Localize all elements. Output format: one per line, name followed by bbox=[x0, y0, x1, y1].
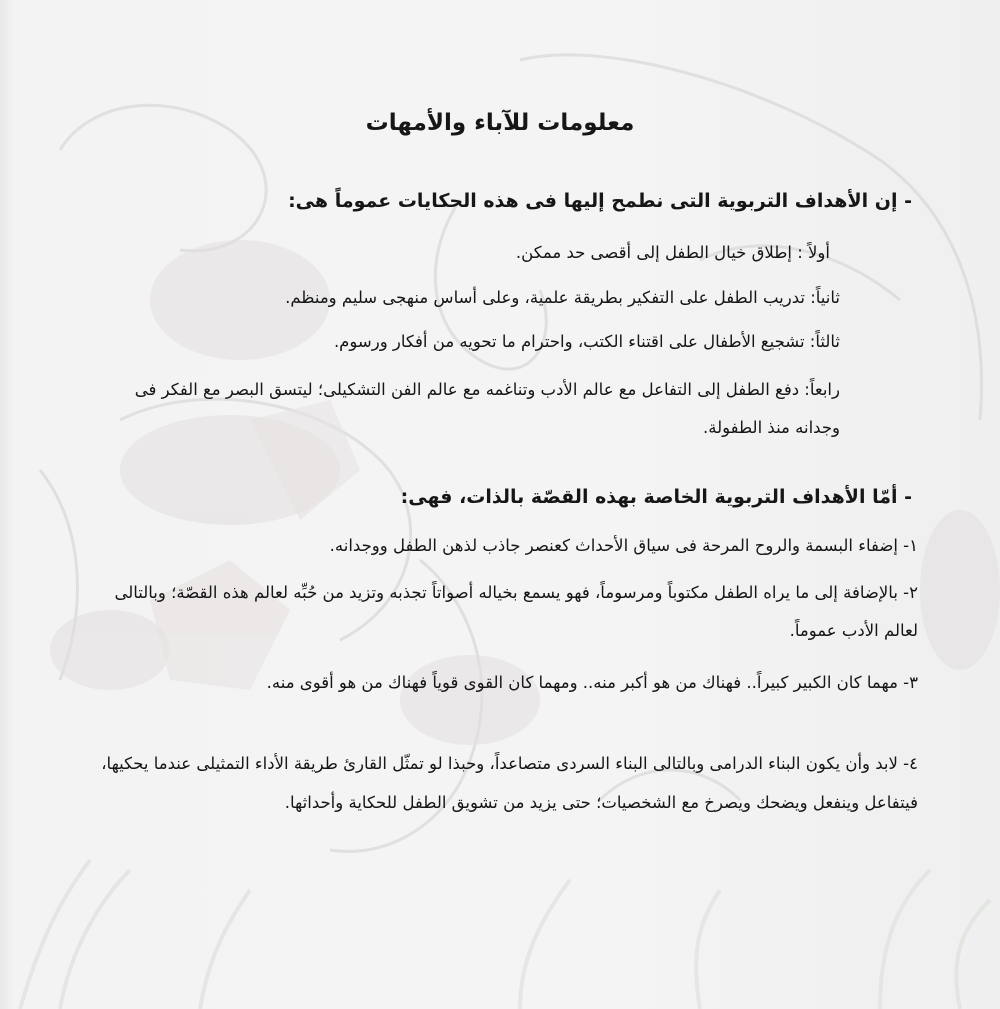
story-goal-item: ٣- مهما كان الكبير كبيراً.. فهناك من هو أكبر منه.. ومهما كان القوى قوياً فهناك من هو أقوى منه. bbox=[266, 673, 918, 692]
goal-item: رابعاً: دفع الطفل إلى التفاعل مع عالم الأدب وتناغمه مع عالم الفن التشكيلى؛ ليتسق البصر مع الفكر فى وجدانه منذ الطفولة. bbox=[134, 380, 840, 437]
story-goals-heading: - أمّا الأهداف التربوية الخاصة بهذه القصّة بالذات، فهى: bbox=[400, 486, 912, 508]
parents-info-content bbox=[80, 100, 920, 880]
story-goal-item: ٤- لابد وأن يكون البناء الدرامى وبالتالى البناء السردى متصاعداً، وحبذا لو تمثّل القارئ طريقة الأداء التمثيلى عندما يحكيها، فيتفاعل وينفعل ويضحك ويصرخ مع الشخصيات؛ حتى يزيد من تشويق الطفل للحكاية وأحداثها. bbox=[101, 754, 918, 812]
goal-item: أولاً : إطلاق خيال الطفل إلى أقصى حد ممكن. bbox=[515, 243, 830, 262]
general-goals-heading: - إن الأهداف التربوية التى نطمح إليها فى هذه الحكايات عموماً هى: bbox=[288, 190, 912, 212]
goal-item: ثالثاً: تشجيع الأطفال على اقتناء الكتب، واحترام ما تحويه من أفكار ورسوم. bbox=[333, 332, 840, 351]
story-goal-item: ٢- بالإضافة إلى ما يراه الطفل مكتوباً ومرسوماً، فهو يسمع بخياله أصواتاً تجذبه وتزيد من حُبِّه لعالم هذه القصّة؛ وبالتالى لعالم الأدب عموماً. bbox=[114, 583, 918, 640]
goal-item: ثانياً: تدريب الطفل على التفكير بطريقة علمية، وعلى أساس منهجى سليم ومنظم. bbox=[285, 288, 840, 307]
story-goal-item: ١- إضفاء البسمة والروح المرحة فى سياق الأحداث كعنصر جاذب لذهن الطفل ووجدانه. bbox=[329, 536, 918, 555]
page-title: معلومات للآباء والأمهات bbox=[365, 110, 635, 136]
